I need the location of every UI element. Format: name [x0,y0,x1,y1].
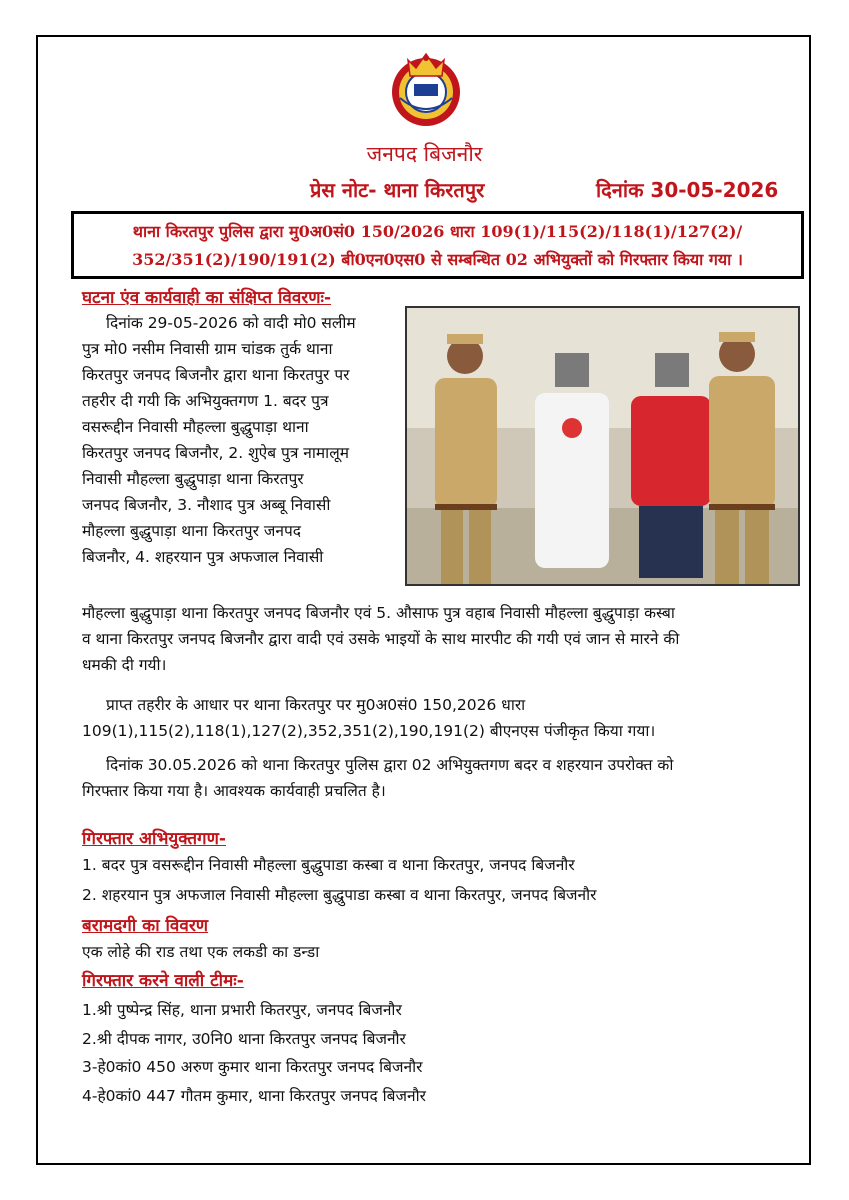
text-line: गिरफ्तार किया गया है। आवश्यक कार्यवाही प्रचलित है। [82,782,386,800]
text-line: तहरीर दी गयी कि अभियुक्तगण 1. बदर पुत्र [82,392,329,410]
recovery-heading: बरामदगी का विवरण [82,916,209,936]
press-note-title: प्रेस नोट- थाना किरतपुर [310,178,485,202]
text-line: किरतपुर जनपद बिजनौर द्वारा थाना किरतपुर पर [82,366,350,384]
arrest-photo [405,306,800,586]
summary-heading: घटना एंव कार्यवाही का संक्षिप्त विवरणः- [82,288,332,308]
district-title: जनपद बिजनौर [366,142,483,166]
press-note-date: दिनांक 30-05-2026 [596,178,779,202]
arrested-heading: गिरफ्तार अभियुक्तगण- [82,829,226,849]
text-line: व थाना किरतपुर जनपद बिजनौर द्वारा वादी एवं उसके भाइयों के साथ मारपीट की गयी एवं जान से मारने की [82,630,680,648]
arrested-item: 2. शहरयान पुत्र अफजाल निवासी मौहल्ला बुद्धुपाडा कस्बा व थाना किरतपुर, जनपद बिजनौर [82,886,597,904]
text-line: 109(1),115(2),118(1),127(2),352,351(2),190,191(2) बीएनएस पंजीकृत किया गया। [82,722,656,740]
summary-paragraph-narrow [82,310,402,570]
text-line: जनपद बिजनौर, 3. नौशाद पुत्र अब्बू निवासी [82,496,331,514]
text-line: धमकी दी गयी। [82,656,167,674]
text-line: मौहल्ला बुद्धुपाड़ा थाना किरतपुर जनपद बिजनौर एवं 5. औसाफ पुत्र वहाब निवासी मौहल्ला बुद्धुपाड़ा कस्बा [82,604,675,622]
text-line: दिनांक 30.05.2026 को थाना किरतपुर पुलिस द्वारा 02 अभियुक्तगण बदर व शहरयान उपरोक्त को [106,756,674,774]
team-heading: गिरफ्तार करने वाली टीमः- [82,971,244,991]
text-line: मौहल्ला बुद्धुपाड़ा थाना किरतपुर जनपद [82,522,302,540]
registration-paragraph [82,692,794,744]
arrested-item: 1. बदर पुत्र वसरूद्दीन निवासी मौहल्ला बुद्धुपाडा कस्बा व थाना किरतपुर, जनपद बिजनौर [82,856,575,874]
headline-box [71,211,804,279]
team-member: 4-हे0कां0 447 गौतम कुमार, थाना किरतपुर जनपद बिजनौर [82,1087,426,1105]
team-member: 3-हे0कां0 450 अरुण कुमार थाना किरतपुर जनपद बिजनौर [82,1058,423,1076]
text-line: पुत्र मो0 नसीम निवासी ग्राम चांडक तुर्क थाना [82,340,333,358]
arrest-paragraph [82,752,794,804]
text-line: प्राप्त तहरीर के आधार पर थाना किरतपुर पर मु0अ0सं0 150,2026 धारा [106,696,526,714]
summary-paragraph-wide [82,600,794,678]
text-line: दिनांक 29-05-2026 को वादी मो0 सलीम [106,314,356,332]
text-line: वसरूद्दीन निवासी मौहल्ला बुद्धुपाड़ा थाना [82,418,309,436]
arrest-photo-illustration [407,308,800,586]
text-line: निवासी मौहल्ला बुद्धुपाड़ा थाना किरतपुर [82,470,304,488]
team-member: 2.श्री दीपक नागर, उ0नि0 थाना किरतपुर जनपद बिजनौर [82,1030,406,1048]
headline-line: थाना किरतपुर पुलिस द्वारा मु0अ0सं0 150/2026 धारा 109(1)/115(2)/118(1)/127(2)/ [132,222,743,241]
text-line: बिजनौर, 4. शहरयान पुत्र अफजाल निवासी [82,548,324,566]
recovery-text: एक लोहे की राड तथा एक लकडी का डन्डा [82,943,320,961]
up-police-emblem-icon [384,46,468,130]
text-line: किरतपुर जनपद बिजनौर, 2. शुऐब पुत्र नामालूम [82,444,349,462]
team-member: 1.श्री पुष्पेन्द्र सिंह, थाना प्रभारी कितरपुर, जनपद बिजनौर [82,1001,402,1019]
headline-line: 352/351(2)/190/191(2) बी0एन0एस0 से सम्बन्धित 02 अभियुक्तों को गिरफ्तार किया गया । [132,250,743,269]
